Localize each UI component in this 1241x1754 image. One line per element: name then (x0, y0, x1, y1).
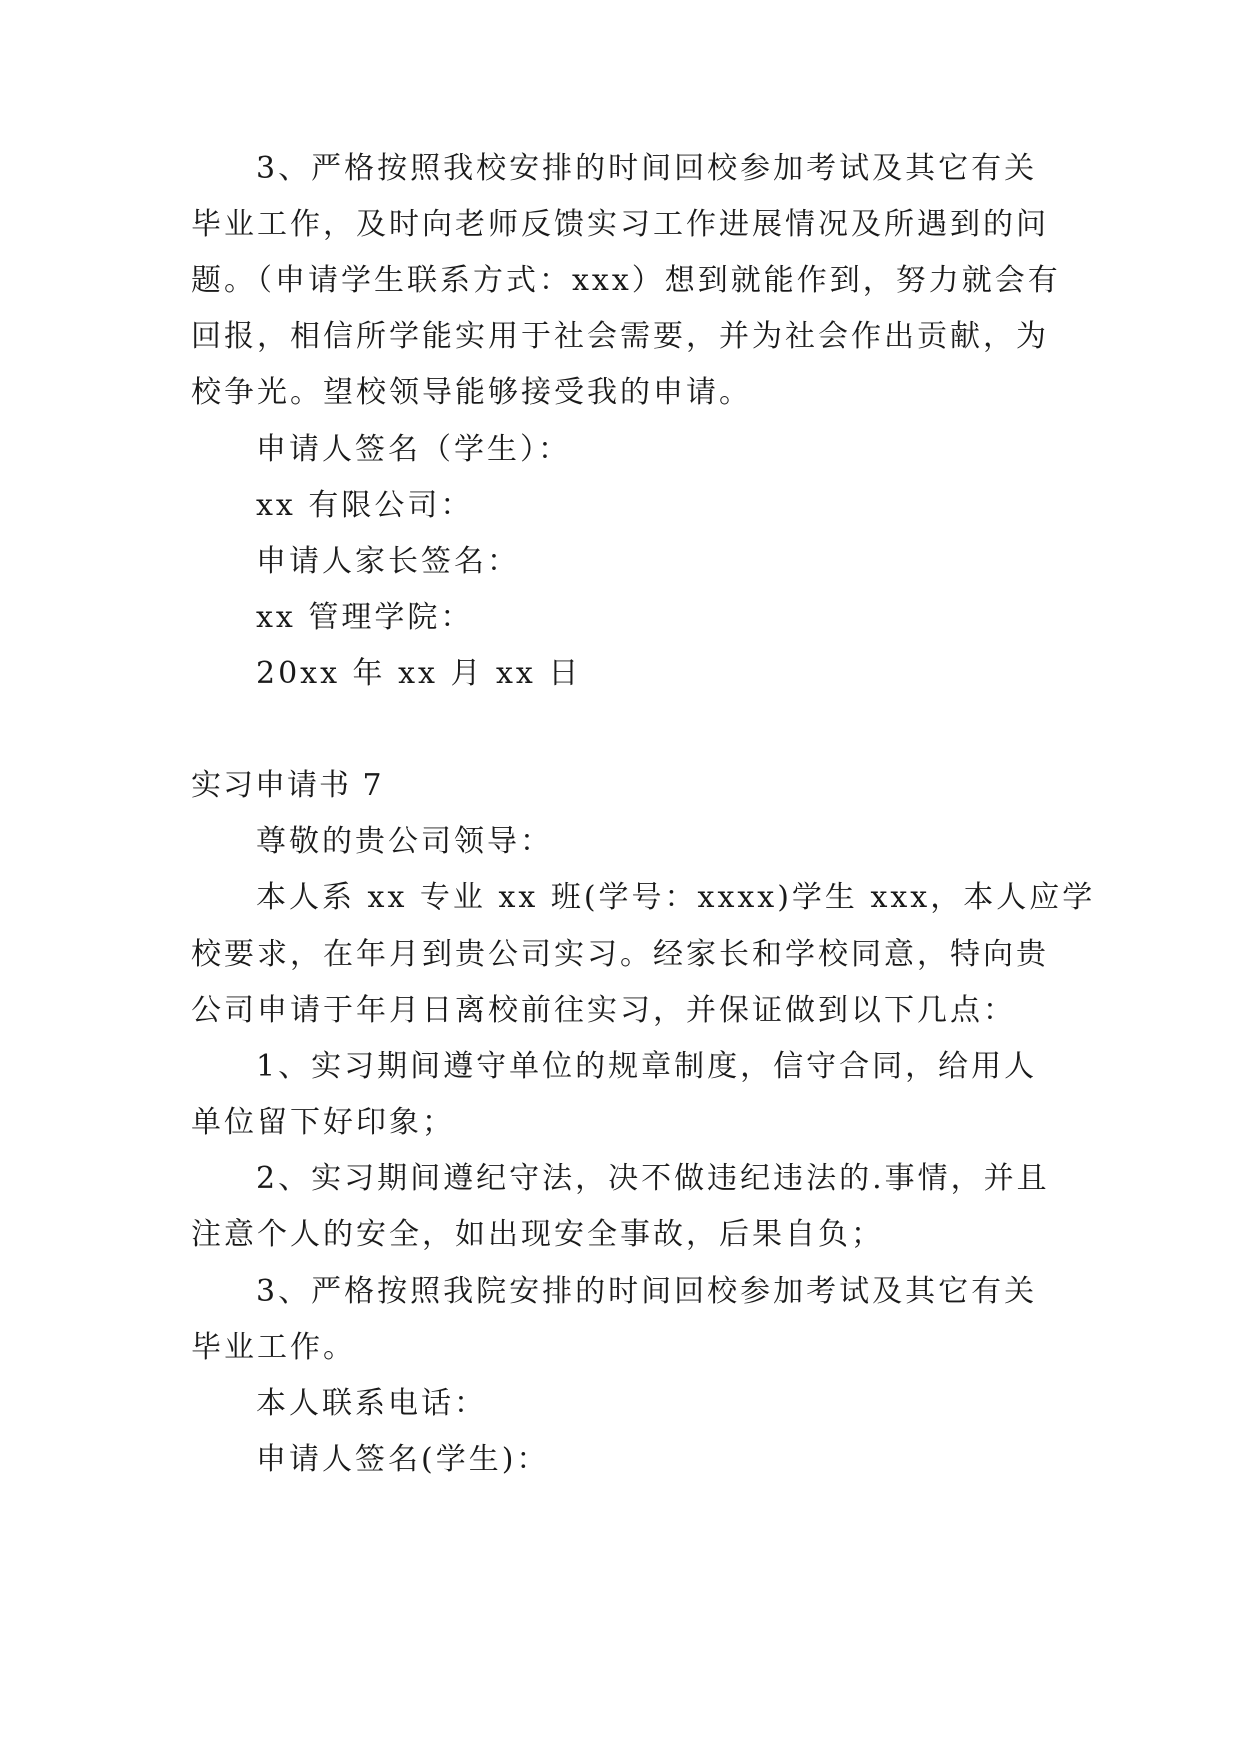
list-item-line: 1、实习期间遵守单位的规章制度，信守合同，给用人 (256, 1049, 1038, 1084)
paragraph-line: 公司申请于年月日离校前往实习，并保证做到以下几点： (191, 993, 1016, 1028)
list-item-line: 毕业工作。 (191, 1330, 356, 1365)
contact-line: 本人联系电话： (256, 1386, 487, 1421)
paragraph-line: 题。（申请学生联系方式：xxx）想到就能作到，努力就会有 (191, 263, 1061, 298)
list-item-line: 2、实习期间遵纪守法，决不做违纪违法的.事情，并且 (256, 1161, 1050, 1196)
paragraph-line: 毕业工作，及时向老师反馈实习工作进展情况及所遇到的问 (191, 207, 1049, 242)
paragraph-line: 校要求，在年月到贵公司实习。经家长和学校同意，特向贵 (191, 937, 1049, 972)
date-line: 20xx 年 xx 月 xx 日 (256, 656, 582, 691)
section-title: 实习申请书 7 (191, 768, 384, 803)
list-item-line: 3、严格按照我院安排的时间回校参加考试及其它有关 (256, 1274, 1038, 1309)
paragraph-line: 本人系 xx 专业 xx 班(学号：xxxx)学生 xxx，本人应学 (256, 880, 1096, 915)
salutation: 尊敬的贵公司领导： (256, 824, 553, 859)
signature-line: 申请人家长签名： (256, 544, 520, 579)
paragraph-line: 回报，相信所学能实用于社会需要，并为社会作出贡献，为 (191, 319, 1049, 354)
list-item-line: 注意个人的安全，如出现安全事故，后果自负； (191, 1217, 884, 1252)
list-item-line: 单位留下好印象； (191, 1105, 455, 1140)
signature-line: 申请人签名(学生)： (256, 1442, 550, 1477)
paragraph-line: 3、严格按照我校安排的时间回校参加考试及其它有关 (256, 151, 1038, 186)
signature-line: xx 管理学院： (256, 600, 474, 635)
signature-line: 申请人签名（学生）： (256, 432, 571, 467)
paragraph-line: 校争光。望校领导能够接受我的申请。 (191, 375, 752, 410)
signature-line: xx 有限公司： (256, 488, 474, 523)
